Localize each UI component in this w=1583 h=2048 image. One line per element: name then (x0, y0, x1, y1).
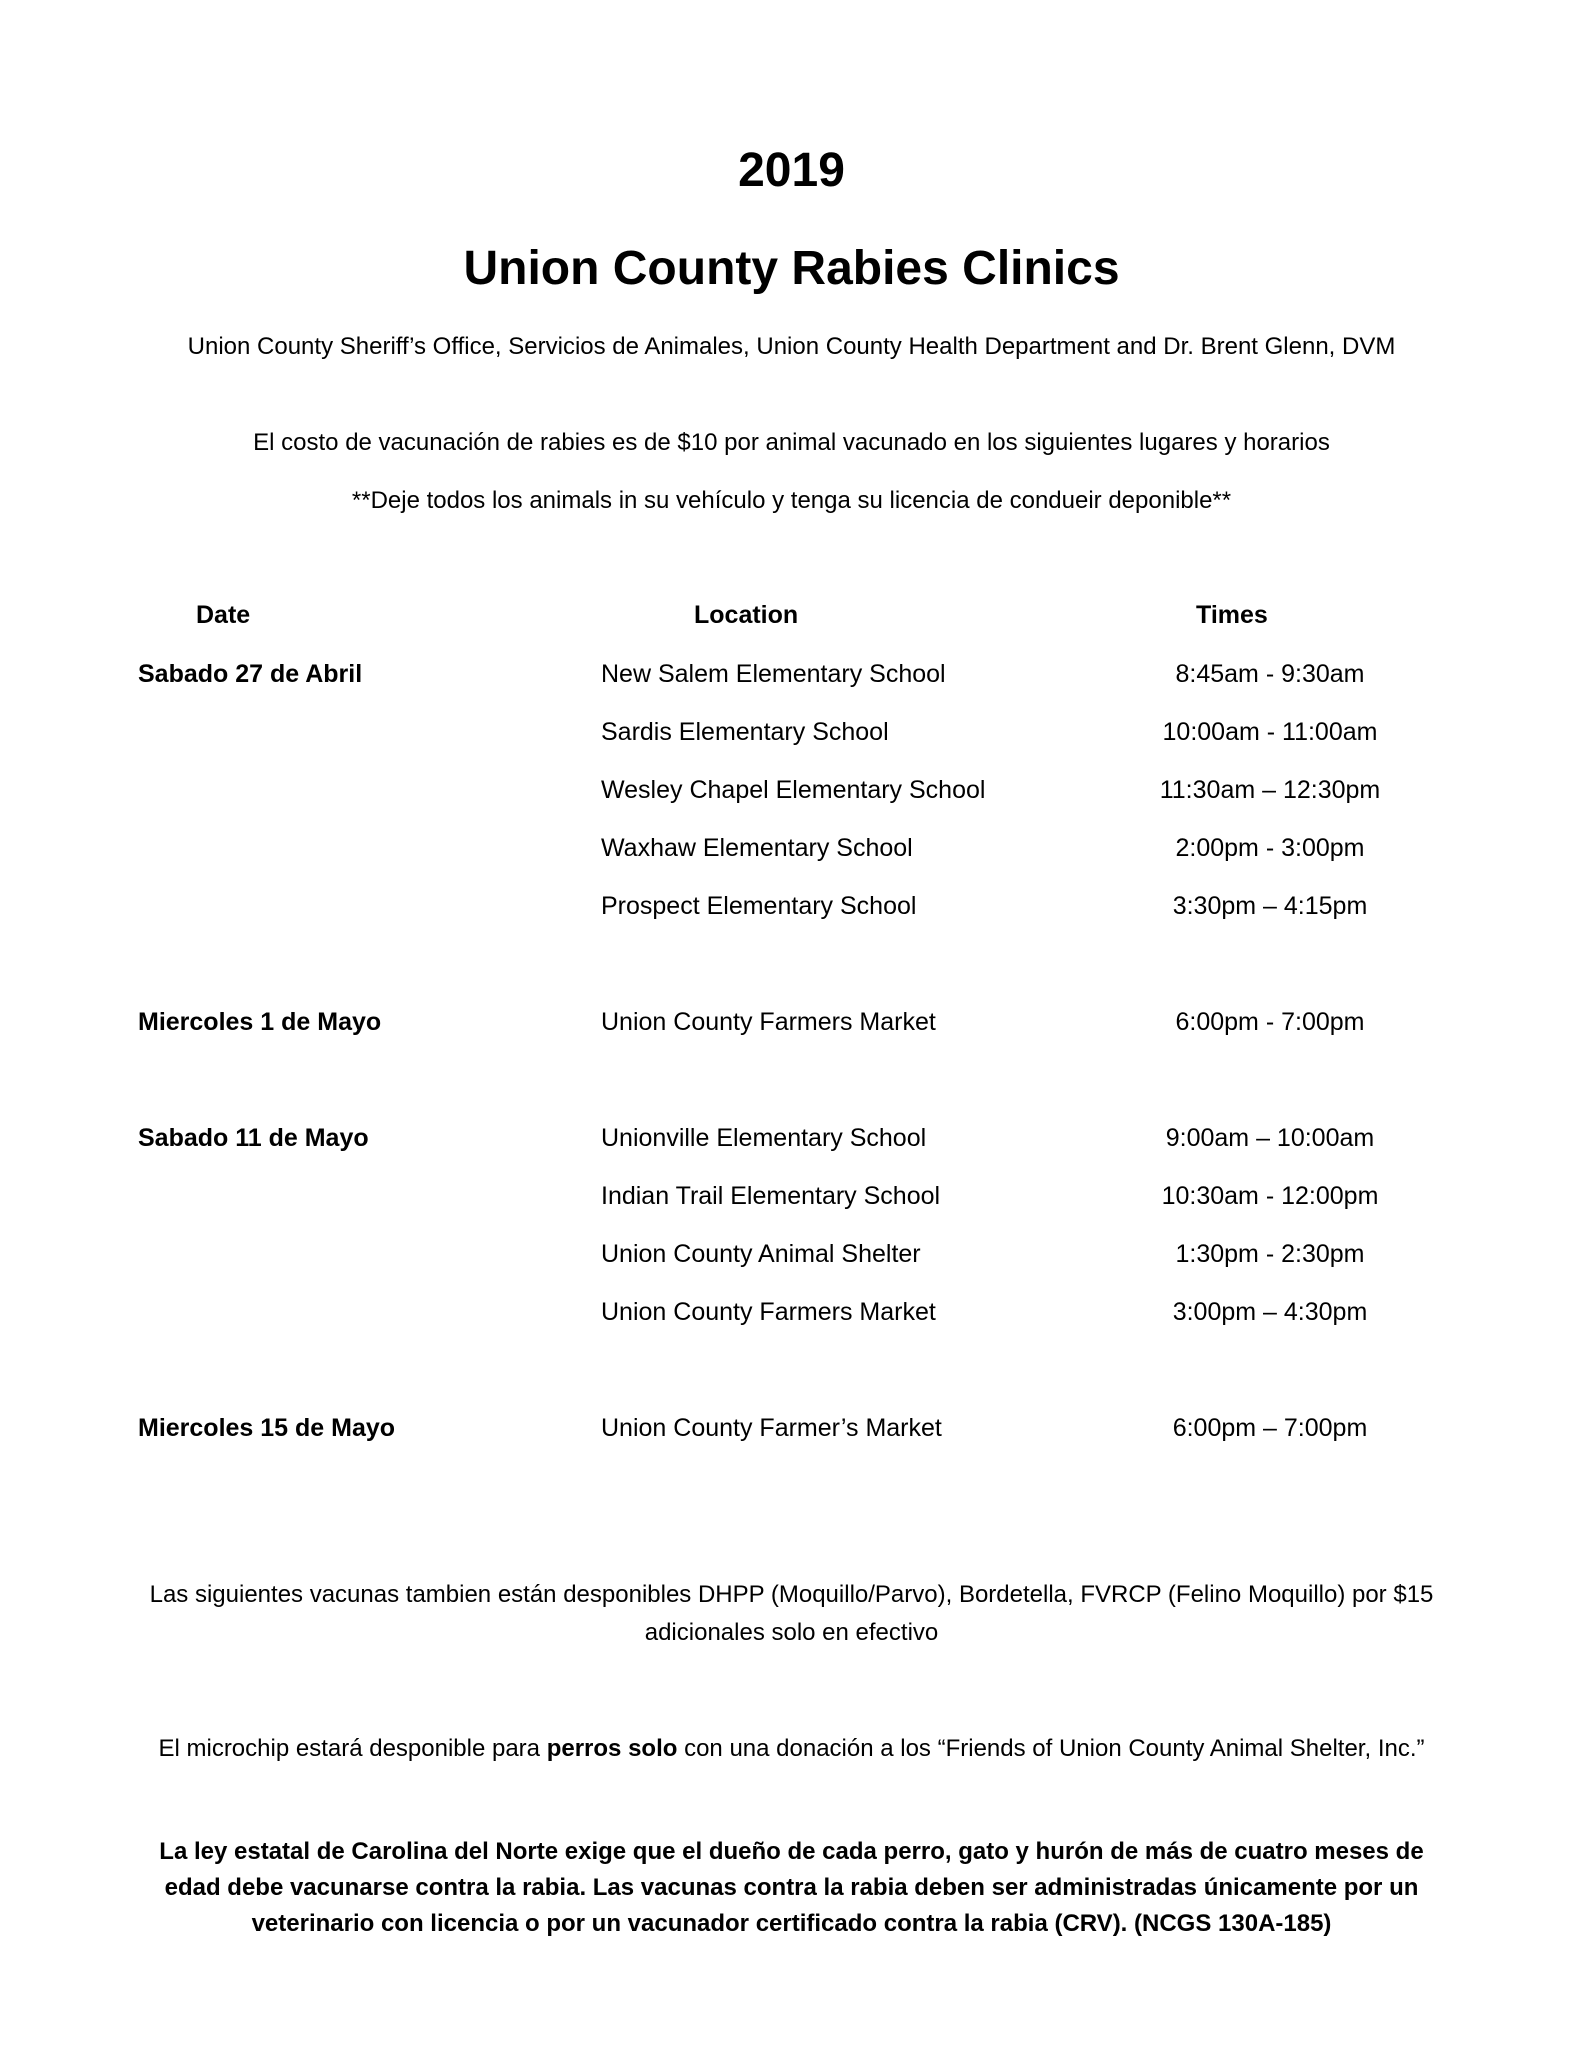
row-location: Prospect Elementary School (601, 892, 917, 920)
cost-text: El costo de vacunación de rabies es de $10 por animal vacunado en los siguientes lugares y horarios (253, 429, 1330, 456)
table-row (0, 1118, 1583, 1158)
table-row (0, 1002, 1583, 1042)
row-location: Wesley Chapel Elementary School (601, 776, 986, 804)
row-time: 2:00pm - 3:00pm (1175, 834, 1365, 862)
column-header-times: Times (1196, 601, 1268, 629)
microchip-dogs-only: perros solo (546, 1735, 678, 1762)
row-date: Miercoles 15 de Mayo (138, 1414, 396, 1442)
microchip-text-start: El microchip estará desponible para (158, 1735, 547, 1762)
column-header-location: Location (694, 601, 799, 629)
table-row (0, 828, 1583, 868)
table-row (0, 770, 1583, 810)
row-location: Union County Farmers Market (601, 1298, 936, 1326)
row-time: 10:00am - 11:00am (1162, 718, 1378, 746)
document-title: Union County Rabies Clinics (463, 242, 1120, 295)
row-location: Sardis Elementary School (601, 718, 889, 746)
row-location: Indian Trail Elementary School (601, 1182, 941, 1210)
table-row (0, 1408, 1583, 1448)
microchip-text-end: con una donación a los “Friends of Union County Animal Shelter, Inc.” (677, 1735, 1425, 1762)
row-location: Union County Animal Shelter (601, 1240, 921, 1268)
row-time: 11:30am – 12:30pm (1159, 776, 1381, 804)
row-time: 1:30pm - 2:30pm (1175, 1240, 1365, 1268)
row-date: Miercoles 1 de Mayo (138, 1008, 382, 1036)
row-date: Sabado 11 de Mayo (138, 1124, 369, 1152)
sponsors-text: Union County Sheriff’s Office, Servicios de Animales, Union County Health Department and Dr. Brent Glenn, DVM (187, 333, 1396, 360)
row-location: Union County Farmer’s Market (601, 1414, 942, 1442)
row-time: 3:00pm – 4:30pm (1172, 1298, 1368, 1326)
table-row (0, 886, 1583, 926)
row-time: 8:45am - 9:30am (1175, 660, 1365, 688)
table-row (0, 712, 1583, 752)
row-time: 10:30am - 12:00pm (1161, 1182, 1379, 1210)
row-location: Unionville Elementary School (601, 1124, 927, 1152)
row-time: 6:00pm – 7:00pm (1172, 1414, 1368, 1442)
table-row (0, 1176, 1583, 1216)
row-date: Sabado 27 de Abril (138, 660, 363, 688)
additional-vaccines-text: Las siguientes vacunas tambien están desponibles DHPP (Moquillo/Parvo), Bordetella, FVRCP (Felino Moquillo) por $15 adicionales solo en efectivo (149, 1581, 1434, 1646)
microchip-text (120, 1730, 1463, 1768)
table-row (0, 1292, 1583, 1332)
row-location: Waxhaw Elementary School (601, 834, 913, 862)
column-header-date: Date (196, 601, 251, 629)
row-time: 6:00pm - 7:00pm (1175, 1008, 1365, 1036)
table-row (0, 1234, 1583, 1274)
vehicle-note: **Deje todos los animals in su vehículo y tenga su licencia de condueir deponible** (351, 487, 1232, 514)
document-year: 2019 (738, 144, 845, 197)
row-location: New Salem Elementary School (601, 660, 946, 688)
state-law-text: La ley estatal de Carolina del Norte exige que el dueño de cada perro, gato y hurón de más de cuatro meses de edad debe vacunarse contra la rabia. Las vacunas contra la rabia deben ser administradas únicamente por un veterinario con licencia o por un vacunador certificado contra la rabia (CRV). (NCGS 130A-185) (159, 1838, 1424, 1937)
row-location: Union County Farmers Market (601, 1008, 936, 1036)
row-time: 3:30pm – 4:15pm (1172, 892, 1368, 920)
row-time: 9:00am – 10:00am (1165, 1124, 1375, 1152)
table-row (0, 654, 1583, 694)
